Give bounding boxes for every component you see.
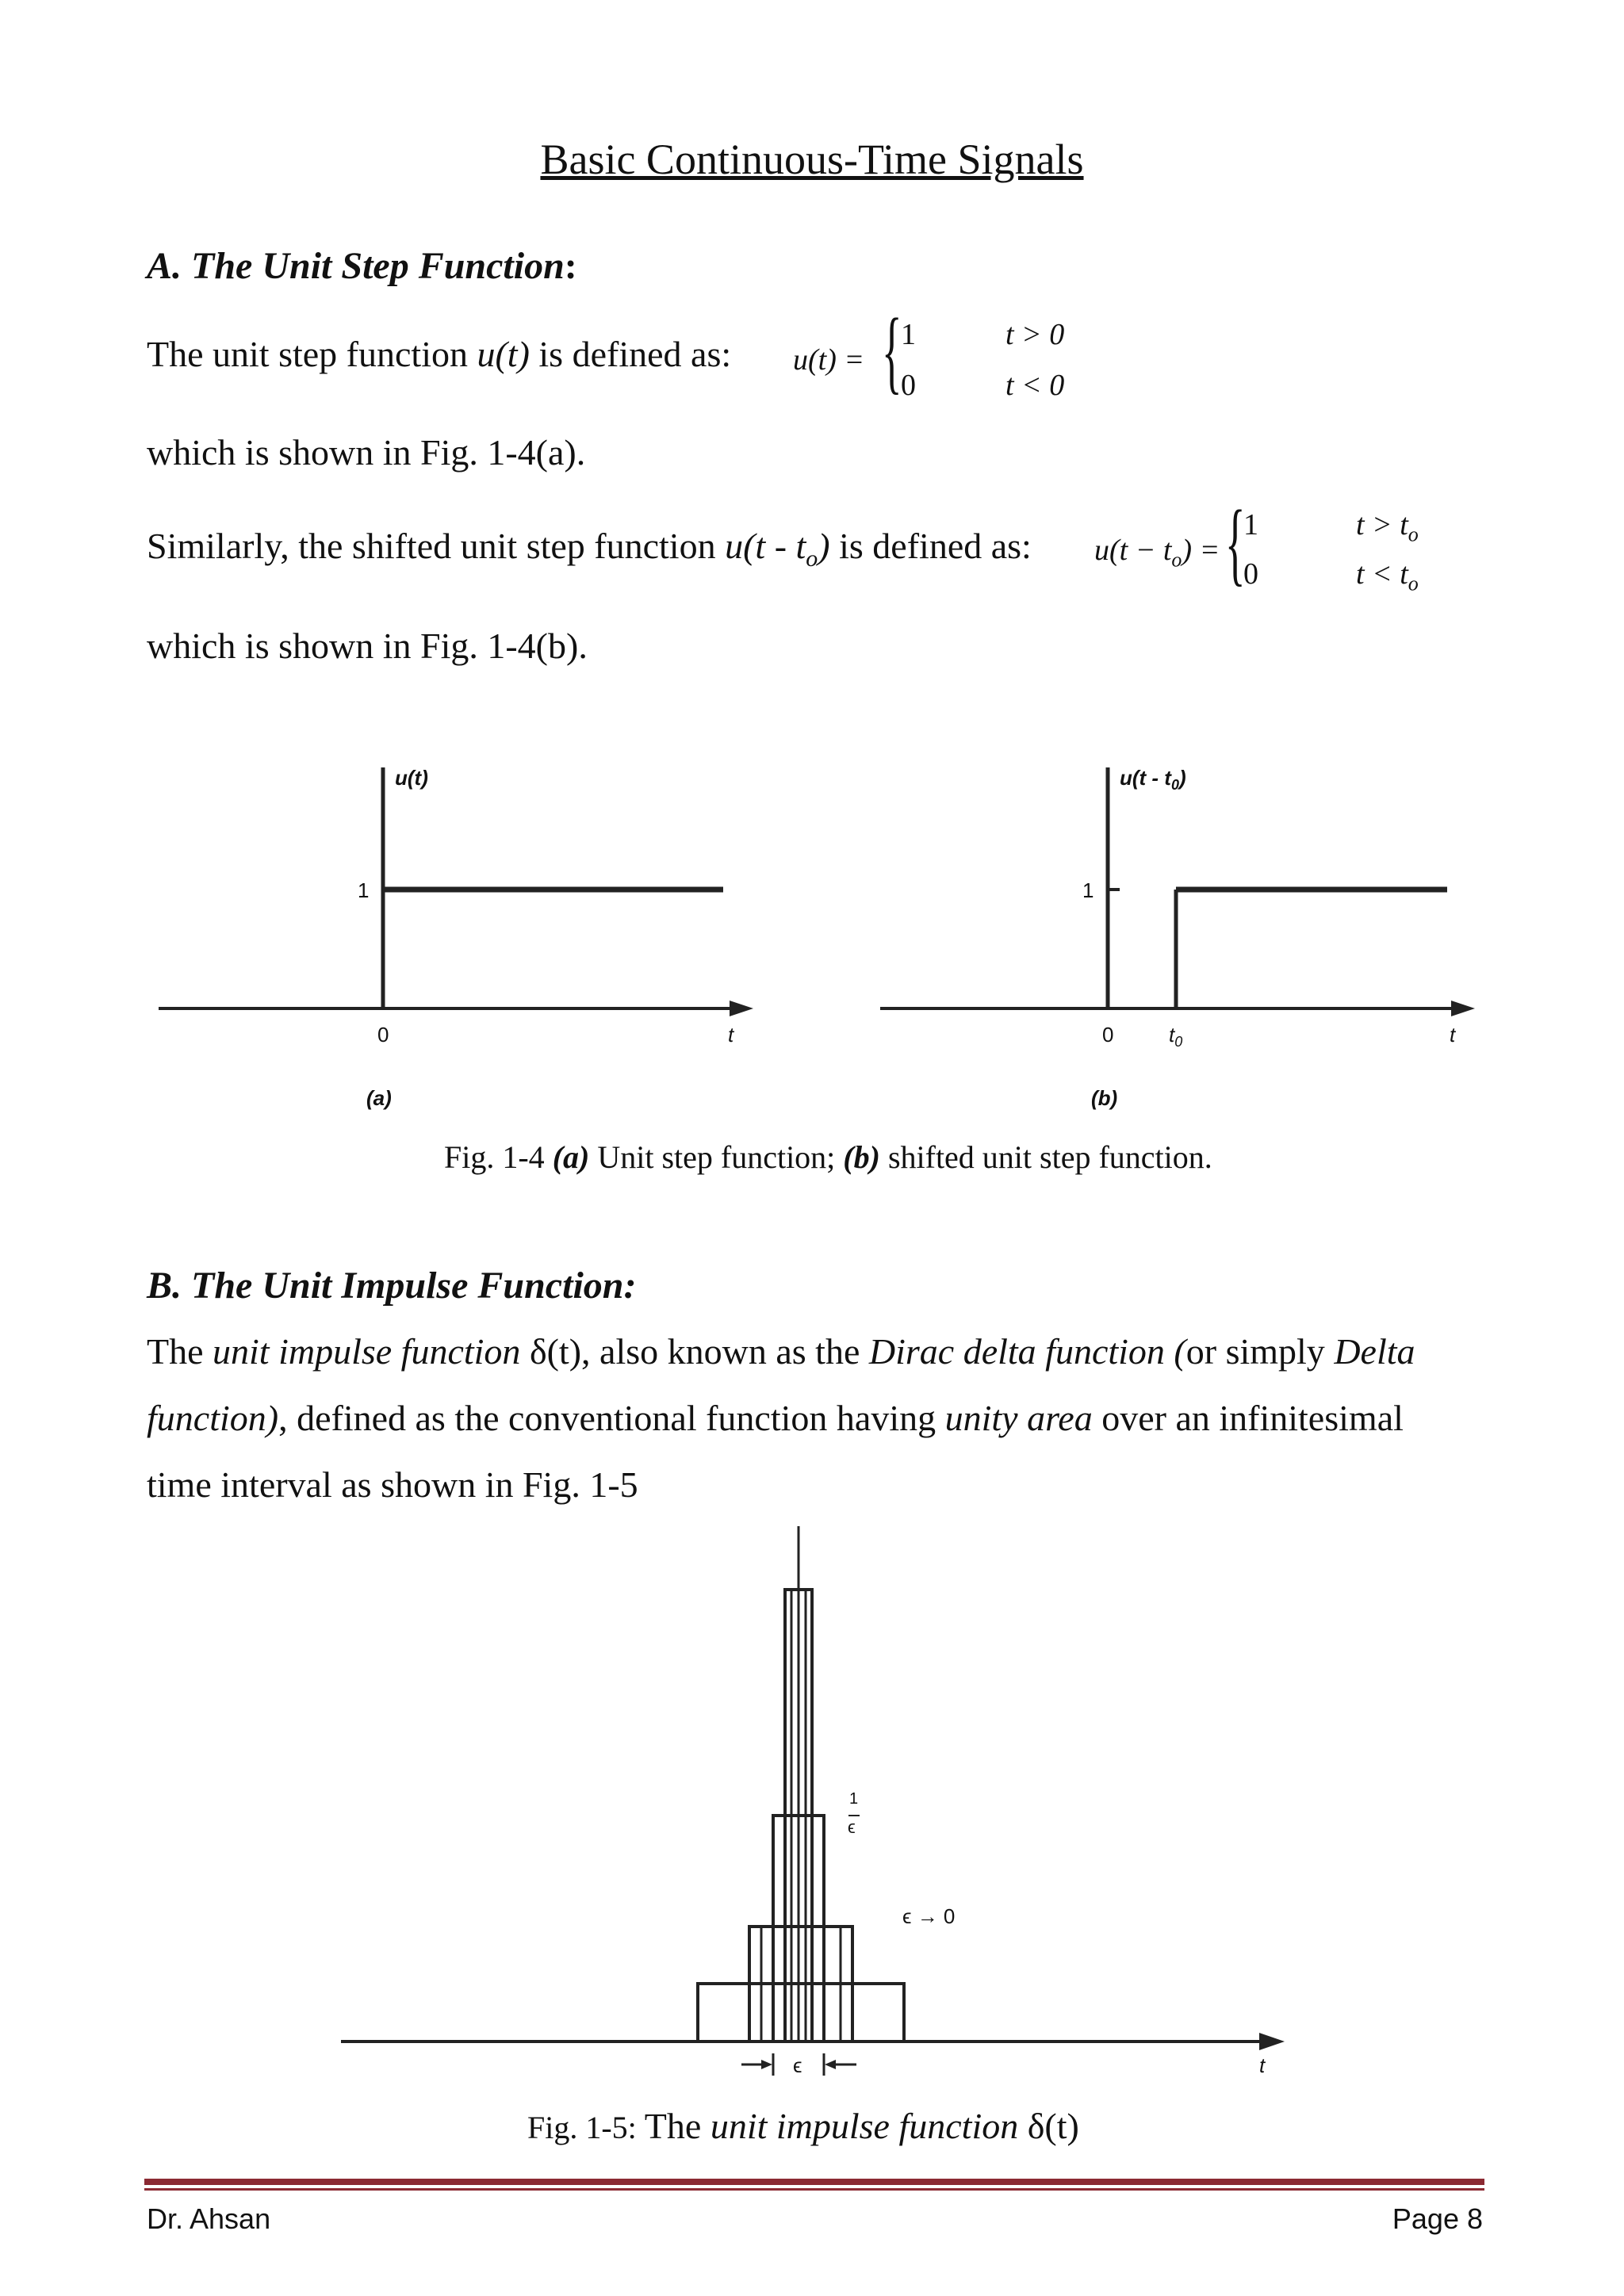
section-a-heading-colon: : bbox=[564, 245, 577, 287]
fig-a-ylabel: u(t) bbox=[395, 766, 428, 790]
subscript: o bbox=[1408, 572, 1419, 595]
text-fragment: unity area bbox=[944, 1398, 1093, 1438]
case-2-condition: t < 0 bbox=[1005, 369, 1065, 402]
text-fragment: is defined as: bbox=[529, 334, 732, 374]
footer-rule-thin bbox=[144, 2188, 1484, 2191]
fig-a-origin: 0 bbox=[377, 1023, 389, 1047]
section-a-heading-text: A. The Unit Step Function bbox=[147, 245, 565, 287]
one-over-eps-den: ϵ bbox=[848, 1817, 856, 1837]
impulse-t-label: t bbox=[1259, 2053, 1266, 2077]
caption-fragment: (a) bbox=[552, 1139, 590, 1175]
subscript: o bbox=[1171, 548, 1182, 572]
fig-1-4b-reference: which is shown in Fig. 1-4(b). bbox=[147, 626, 588, 666]
text-fragment: Dirac delta function ( bbox=[868, 1331, 1186, 1372]
section-b-heading: B. The Unit Impulse Function: bbox=[147, 1265, 637, 1307]
page-title: Basic Continuous-Time Signals bbox=[540, 136, 1084, 183]
lhs-close: ) = bbox=[1182, 534, 1220, 567]
caption-fragment: shifted unit step function. bbox=[879, 1139, 1212, 1175]
caption-fragment: Fig. 1-5: bbox=[527, 2110, 645, 2145]
caption-fragment: unit impulse function bbox=[710, 2106, 1019, 2146]
function-name: u(t) bbox=[477, 334, 530, 374]
subscript: 0 bbox=[1170, 777, 1179, 794]
fig-a-tag: (a) bbox=[366, 1086, 392, 1110]
fig-b-level-1: 1 bbox=[1082, 878, 1094, 902]
t0-text: t bbox=[1169, 1023, 1175, 1047]
left-brace: { bbox=[1225, 491, 1246, 595]
text-fragment: The bbox=[147, 1331, 213, 1372]
text-fragment: or simply bbox=[1185, 1331, 1335, 1372]
text-fragment: Delta bbox=[1334, 1331, 1415, 1372]
fig-b-origin: 0 bbox=[1102, 1023, 1114, 1047]
eps-to-zero-label: ϵ → 0 bbox=[902, 1904, 956, 1928]
caption-fragment: (b) bbox=[843, 1139, 880, 1175]
caption-fragment: δ(t) bbox=[1018, 2106, 1079, 2146]
subscript: o bbox=[1408, 522, 1419, 546]
eps-left-arrow-head bbox=[761, 2060, 772, 2069]
fig-b-tag: (b) bbox=[1091, 1086, 1118, 1110]
fig-a-t-label: t bbox=[728, 1023, 734, 1047]
caption-fragment: The bbox=[644, 2106, 710, 2146]
case-2-value: 0 bbox=[901, 369, 916, 402]
unit-step-lhs: u(t) = bbox=[793, 343, 865, 377]
eps-right-arrow-head bbox=[825, 2060, 836, 2069]
footer-author: Dr. Ahsan bbox=[147, 2202, 271, 2235]
text-fragment: function) bbox=[147, 1398, 279, 1438]
caption-fragment: Fig. 1-4 bbox=[444, 1139, 553, 1175]
one-over-eps-num: 1 bbox=[849, 1790, 859, 1808]
subscript: o bbox=[806, 545, 818, 572]
impulse-paragraph-line-3: time interval as shown in Fig. 1-5 bbox=[147, 1464, 638, 1505]
text-fragment: over an infinitesimal bbox=[1092, 1398, 1404, 1438]
fig-1-5-caption bbox=[527, 2105, 1079, 2147]
condition-text: t > t bbox=[1356, 508, 1408, 541]
function-name: u(t - t bbox=[725, 526, 806, 566]
case-4-value: 0 bbox=[1243, 557, 1258, 591]
impulse-x-arrow bbox=[1259, 2033, 1285, 2050]
case-1-condition: t > 0 bbox=[1005, 318, 1065, 351]
fig-a-level-1: 1 bbox=[358, 878, 370, 902]
text-fragment: is defined as: bbox=[829, 526, 1032, 566]
pulse-widest bbox=[698, 1984, 904, 2042]
caption-fragment: Unit step function; bbox=[589, 1139, 844, 1175]
ylabel-text: u(t - t bbox=[1120, 766, 1171, 790]
text-fragment: unit impulse function bbox=[213, 1331, 521, 1372]
eps-width-label: ϵ bbox=[793, 2053, 802, 2077]
ylabel-close: ) bbox=[1178, 766, 1186, 790]
text-fragment: Similarly, the shifted unit step function bbox=[147, 526, 726, 566]
text-fragment: δ(t), also known as the bbox=[520, 1331, 869, 1372]
text-fragment: The unit step function bbox=[147, 334, 477, 374]
function-name-close: ) bbox=[818, 526, 830, 566]
condition-text: t < t bbox=[1356, 557, 1408, 591]
case-3-value: 1 bbox=[1243, 508, 1258, 541]
case-1-value: 1 bbox=[901, 318, 916, 351]
fig-1-4a-reference: which is shown in Fig. 1-4(a). bbox=[147, 432, 586, 473]
fig-b-t-label: t bbox=[1450, 1023, 1456, 1047]
left-brace: { bbox=[882, 299, 902, 403]
lhs-text: u(t − t bbox=[1094, 534, 1172, 567]
text-fragment: , defined as the conventional function having bbox=[278, 1398, 945, 1438]
footer-rule-thick bbox=[144, 2179, 1484, 2185]
footer-page-number: Page 8 bbox=[1392, 2202, 1483, 2235]
subscript: 0 bbox=[1174, 1034, 1183, 1050]
